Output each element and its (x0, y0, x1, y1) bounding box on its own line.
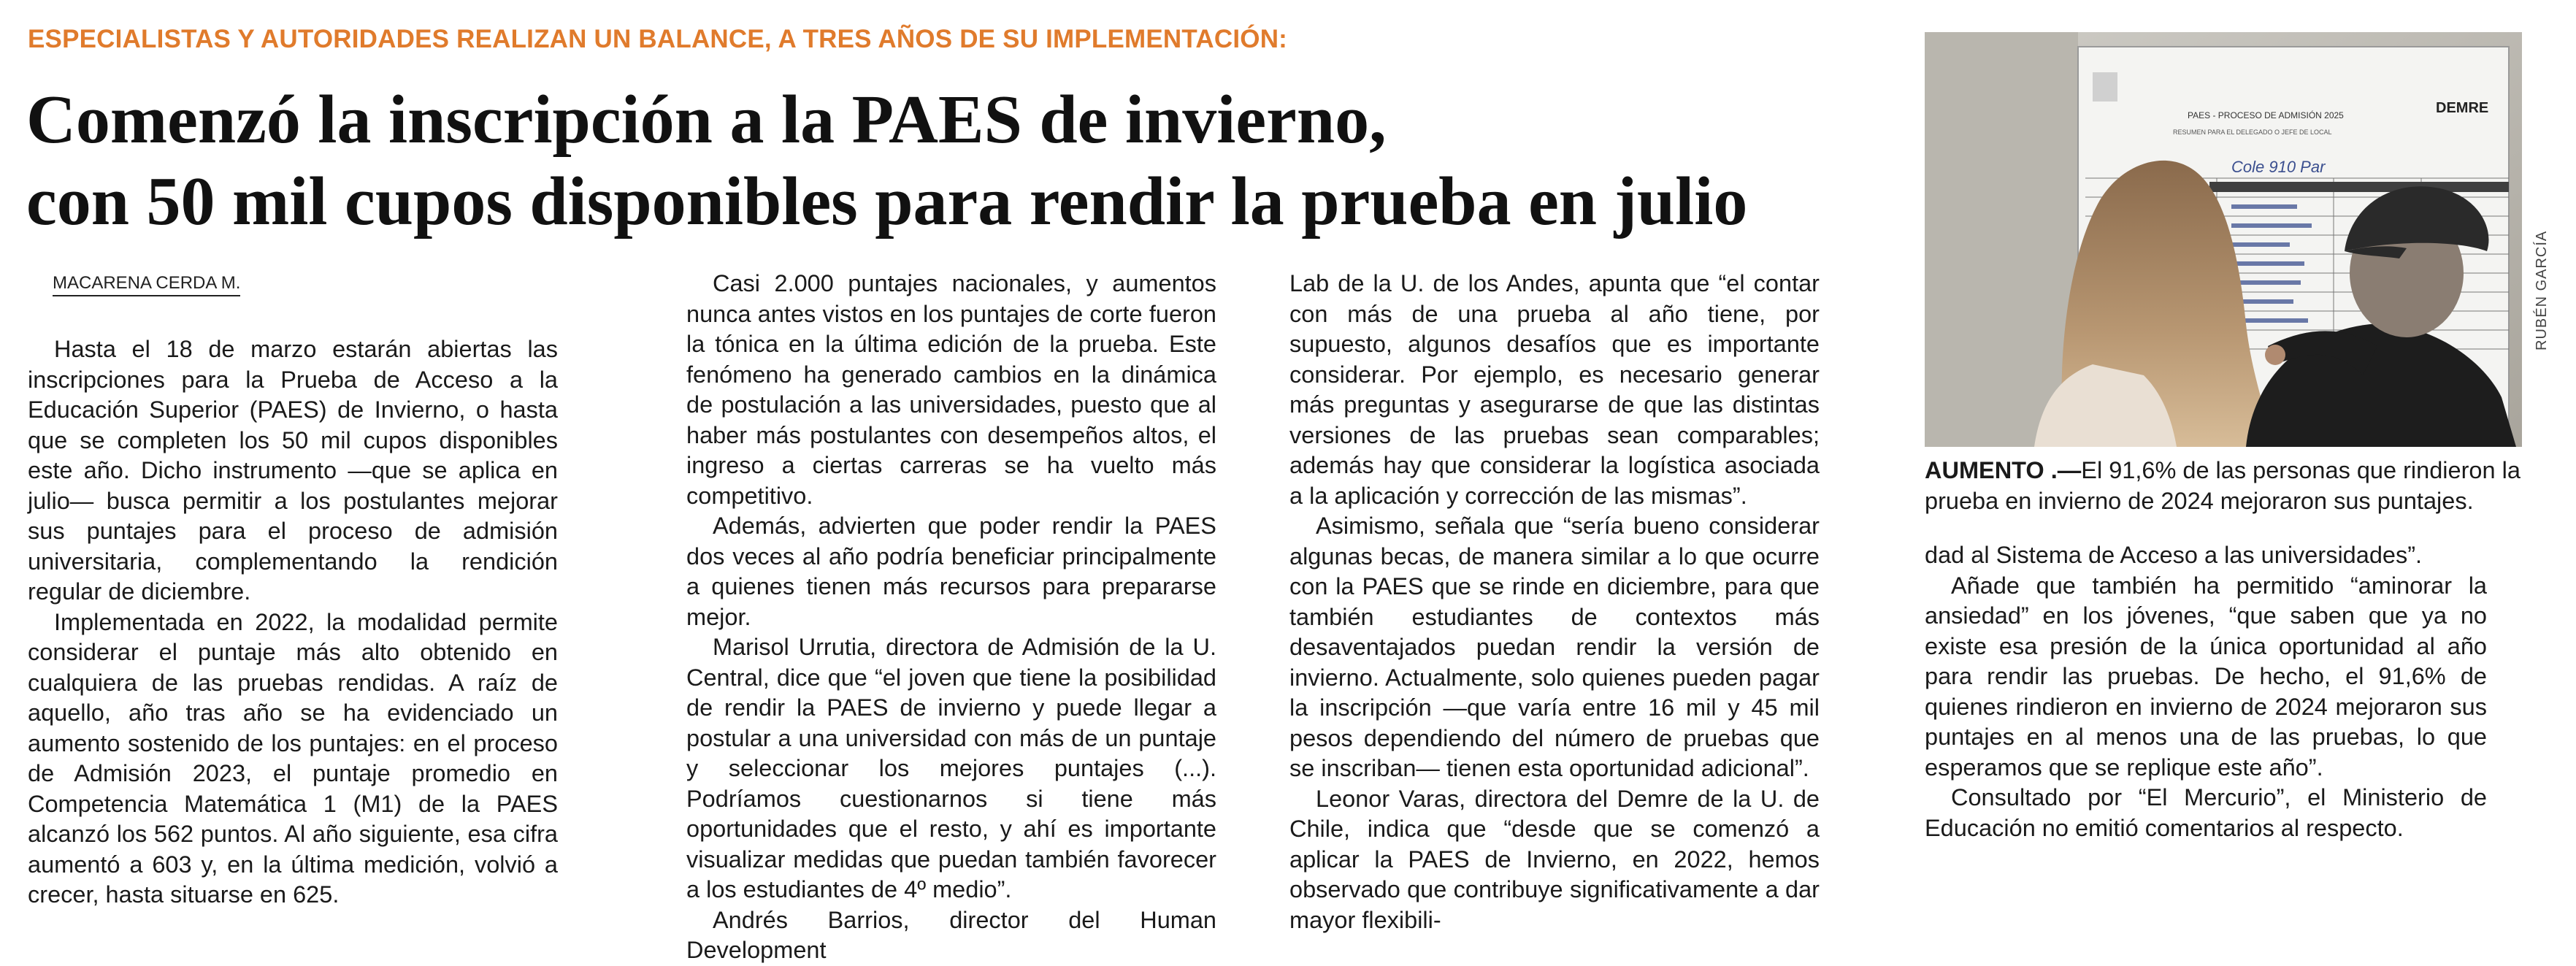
paragraph: Casi 2.000 puntajes nacionales, y aumentos nunca antes vistos en los puntajes de corte fueron la tónica en la última edición de la prueba. Este fenómeno ha generado cambios en la dinámica de postulación a las universidades, puesto que al haber más postulantes con desempeños altos, el ingreso a ciertas carreras se ha vuelto más competitivo. (686, 270, 1216, 509)
paragraph: Implementada en 2022, la modalidad permite considerar el puntaje más alto obtenido en cualquiera de las pruebas rendidas. A raíz de aquello, año tras año se ha evidenciado un aumento sostenido de los puntajes: en el proceso de Admisión 2023, el puntaje promedio en Competencia Matemática 1 (M1) de la PAES alcanzó los 562 puntos. Al año siguiente, esa cifra aumentó a 603 y, en la última medición, volvió a crecer, hasta situarse en 625. (28, 608, 558, 908)
paragraph: Andrés Barrios, director del Human Development (686, 906, 1216, 963)
article-headline (26, 79, 1910, 242)
paragraph: Hasta el 18 de marzo estarán abiertas las inscripciones para la Prueba de Acceso a la Educación Superior (PAES) de Invierno, o hasta que se completen los 50 mil cupos disponibles este año. Dicho instrumento —que se aplica en julio— busca permitir a los postulantes mejorar sus puntajes para el proceso de admisión universitaria, complementando la rendición regular de diciembre. (28, 336, 558, 605)
paragraph: Leonor Varas, directora del Demre de la U. de Chile, indica que “desde que se comenzó a aplicar la PAES de Invierno, en 2022, hemos observado que contribuye significativamente a dar mayor flexibili- (1289, 785, 1820, 933)
paragraph: Además, advierten que poder rendir la PAES dos veces al año podría beneficiar principalmente a quienes tienen más recursos para prepararse mejor. (686, 513, 1216, 630)
paragraph: Consultado por “El Mercurio”, el Ministerio de Educación no emitió comentarios al respecto. (1925, 784, 2487, 841)
paragraph: Marisol Urrutia, directora de Admisión de la U. Central, dice que “el joven que tiene la posibilidad de rendir la PAES de invierno y puede llegar a postular a una universidad con más de un puntaje y seleccionar los mejores puntajes (...). Podríamos cuestionarnos si tiene más oportunidades que el resto, y ahí es importante visualizar medidas que puedan también favorecer a los estudiantes de 4º medio”. (686, 634, 1216, 902)
paragraph: dad al Sistema de Acceso a las universidades”. (1925, 542, 2423, 568)
caption-text: El 91,6% de las personas que rindieron la prueba en invierno de 2024 mejoraron sus puntajes. (1925, 457, 2521, 514)
headline-line-2: con 50 mil cupos disponibles para rendir la prueba en julio (26, 164, 1748, 239)
paragraph: Añade que también ha permitido “aminorar la ansiedad” en los jóvenes, “que saben que ya no existe esa presión de la única oportunidad al año para rendir las pruebas. De hecho, el 91,6% de quienes rindieron en invierno de 2024 mejoraron sus puntajes en al menos una de las pruebas, lo que esperamos que se replique este año”. (1925, 572, 2487, 781)
article-column-1 (28, 334, 558, 911)
paragraph: Lab de la U. de los Andes, apunta que “el contar con más de una prueba al año tiene, por supuesto, algunos desafíos que es importante considerar. Por ejemplo, es necesario generar más preguntas y asegurarse de que las distintas versiones de las pruebas sean comparables; además hay que considerar la logística asociada a la aplicación y corrección de las mismas”. (1289, 270, 1820, 509)
byline: MACARENA CERDA M. (53, 273, 240, 296)
paragraph: Asimismo, señala que “sería bueno considerar algunas becas, de manera similar a lo que ocurre con la PAES que se rinde en diciembre, para que también estudiantes de contextos más desaventajados puedan rendir la versión de invierno. Actualmente, solo quienes pueden pagar la inscripción —que varía entre 16 mil y 45 mil pesos dependiendo del número de pruebas que se inscriban— tienen esta oportunidad adicional”. (1289, 513, 1820, 781)
photo-caption (1925, 456, 2523, 516)
photo-credit: RUBÉN GARCÍA (2534, 230, 2550, 350)
sign-handwriting: Cole 910 Par (2231, 158, 2326, 176)
sign-title: PAES - PROCESO DE ADMISIÓN 2025 (2188, 110, 2344, 120)
article-column-3 (1289, 269, 1820, 935)
sign-logo: DEMRE (2436, 100, 2489, 116)
article-kicker: ESPECIALISTAS Y AUTORIDADES REALIZAN UN BALANCE, A TRES AÑOS DE SU IMPLEMENTACIÓN: (28, 25, 1288, 53)
headline-line-1: Comenzó la inscripción a la PAES de invierno, (26, 82, 1387, 158)
sign-subtitle: RESUMEN PARA EL DELEGADO O JEFE DE LOCAL (2173, 129, 2332, 136)
article-column-4 (1925, 540, 2487, 843)
caption-lead: AUMENTO .— (1925, 457, 2082, 483)
article-column-2 (686, 269, 1216, 966)
article-photo (1925, 32, 2522, 447)
